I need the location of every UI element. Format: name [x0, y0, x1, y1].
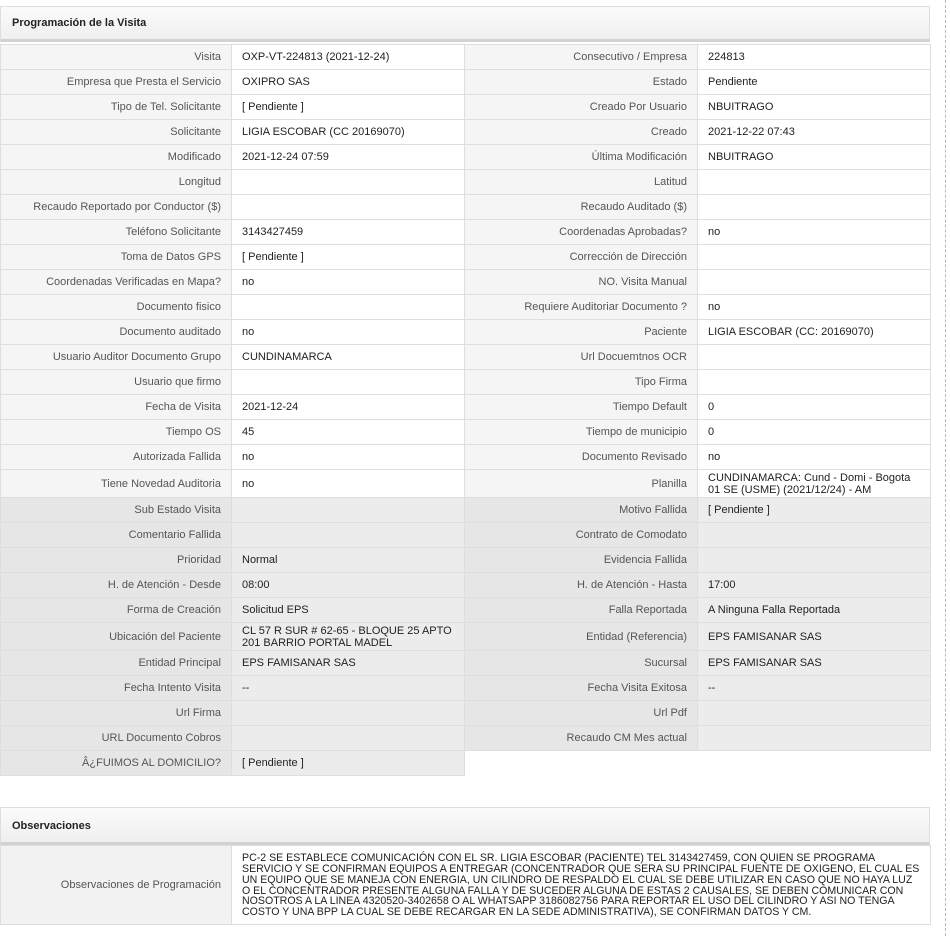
table-row [1, 470, 931, 498]
field-label: Empresa que Presta el Servicio [1, 70, 232, 95]
field-value: 2021-12-24 07:59 [232, 145, 465, 170]
table-row [1, 95, 931, 120]
field-label: Url Pdf [465, 701, 698, 726]
field-label: Sub Estado Visita [1, 498, 232, 523]
table-row [1, 598, 931, 623]
field-value: 0 [698, 395, 931, 420]
field-label: Falla Reportada [465, 598, 698, 623]
field-label: Recaudo CM Mes actual [465, 726, 698, 751]
table-row [1, 45, 931, 70]
field-value [698, 370, 931, 395]
field-value [698, 751, 931, 776]
field-label: Estado [465, 70, 698, 95]
field-value: 2021-12-24 [232, 395, 465, 420]
field-label: Evidencia Fallida [465, 548, 698, 573]
field-label: Tiempo OS [1, 420, 232, 445]
field-value: 224813 [698, 45, 931, 70]
table-row [1, 295, 931, 320]
table-row [1, 726, 931, 751]
table-row [1, 623, 931, 651]
field-label: Latitud [465, 170, 698, 195]
table-row [1, 320, 931, 345]
field-value: no [232, 320, 465, 345]
field-label: Â¿FUIMOS AL DOMICILIO? [1, 751, 232, 776]
field-value: LIGIA ESCOBAR (CC 20169070) [232, 120, 465, 145]
field-value: [ Pendiente ] [698, 498, 931, 523]
field-label: Ubicación del Paciente [1, 623, 232, 651]
field-label: Creado Por Usuario [465, 95, 698, 120]
table-row [1, 523, 931, 548]
field-label: Visita [1, 45, 232, 70]
field-value: [ Pendiente ] [232, 751, 465, 776]
section-header-observaciones: Observaciones [0, 807, 930, 845]
field-label: NO. Visita Manual [465, 270, 698, 295]
field-value: 0 [698, 420, 931, 445]
field-value [698, 170, 931, 195]
observaciones-text: PC-2 SE ESTABLECE COMUNICACIÓN CON EL SR. LIGIA ESCOBAR (PACIENTE) TEL 3143427459, CON QUIEN SE PROGRAMA SERVICIO Y SE CONFIRMAN EQUIPOS A ENTREGAR (CONCENTRADOR QUE SERA SU PRINCIPAL FUENTE DE OXIGENO, EL CUAL ES UN EQUIPO QUE SE MANEJA CON ENERGIA, UN CILINDRO DE RESPALDO EL CUAL SE DEBE UTILIZAR EN CASO QUE NO HAYA LUZ O EL CONCENTRADOR PRESENTE ALGUNA FALLA Y DE SUCEDER ALGUNA DE ESTAS 2 CAUSALES, SE DEBEN COMUNICAR CON NOSOTROS A LA LINEA 4320520-3402658 O AL WHATSAPP 3186082756 PARA REPORTAR EL USO DEL CILINDRO Y ASI NO TENGA COSTO Y UNA BPP LA CUAL SE DEBE RECARGAR EN LA SEDE ADMINISTRATIVA), SE CONFIRMAN DATOS Y CM. [232, 846, 931, 925]
table-row [1, 395, 931, 420]
field-value [698, 270, 931, 295]
page-divider-dashed [945, 0, 946, 936]
field-value: EPS FAMISANAR SAS [698, 651, 931, 676]
field-value: Pendiente [698, 70, 931, 95]
table-row [1, 170, 931, 195]
field-label: Usuario Auditor Documento Grupo [1, 345, 232, 370]
field-label: Recaudo Reportado por Conductor ($) [1, 195, 232, 220]
field-value [232, 295, 465, 320]
field-label: Prioridad [1, 548, 232, 573]
field-label: Corrección de Dirección [465, 245, 698, 270]
field-label: Consecutivo / Empresa [465, 45, 698, 70]
field-label: Teléfono Solicitante [1, 220, 232, 245]
table-row [1, 573, 931, 598]
field-value: 2021-12-22 07:43 [698, 120, 931, 145]
observaciones-table [0, 845, 931, 925]
field-label: Sucursal [465, 651, 698, 676]
table-row [1, 498, 931, 523]
field-label: Última Modificación [465, 145, 698, 170]
field-value: NBUITRAGO [698, 95, 931, 120]
field-value: 08:00 [232, 573, 465, 598]
table-row [1, 846, 931, 925]
field-label: Motivo Fallida [465, 498, 698, 523]
field-value: OXP-VT-224813 (2021-12-24) [232, 45, 465, 70]
field-label: Fecha Intento Visita [1, 676, 232, 701]
table-row [1, 370, 931, 395]
field-value: 45 [232, 420, 465, 445]
table-row [1, 195, 931, 220]
table-row [1, 676, 931, 701]
field-value: [ Pendiente ] [232, 95, 465, 120]
field-value: EPS FAMISANAR SAS [698, 623, 931, 651]
field-value: 3143427459 [232, 220, 465, 245]
field-label: Fecha Visita Exitosa [465, 676, 698, 701]
field-label: Toma de Datos GPS [1, 245, 232, 270]
field-value: no [698, 445, 931, 470]
table-row [1, 70, 931, 95]
table-row [1, 220, 931, 245]
field-label: Autorizada Fallida [1, 445, 232, 470]
field-label: Fecha de Visita [1, 395, 232, 420]
field-value: no [232, 445, 465, 470]
field-label: Tiempo de municipio [465, 420, 698, 445]
field-value: OXIPRO SAS [232, 70, 465, 95]
field-label: Coordenadas Verificadas en Mapa? [1, 270, 232, 295]
field-value [698, 245, 931, 270]
field-label: Documento Revisado [465, 445, 698, 470]
field-value: Normal [232, 548, 465, 573]
field-value: no [232, 270, 465, 295]
field-value: [ Pendiente ] [232, 245, 465, 270]
field-label: Longitud [1, 170, 232, 195]
field-value [232, 498, 465, 523]
field-label: Contrato de Comodato [465, 523, 698, 548]
field-value [232, 726, 465, 751]
table-row [1, 751, 931, 776]
table-row [1, 120, 931, 145]
field-label: Tiempo Default [465, 395, 698, 420]
field-value: no [698, 295, 931, 320]
table-row [1, 548, 931, 573]
field-label: Comentario Fallida [1, 523, 232, 548]
field-label [465, 751, 698, 776]
field-value: LIGIA ESCOBAR (CC: 20169070) [698, 320, 931, 345]
field-value: NBUITRAGO [698, 145, 931, 170]
field-label: Documento auditado [1, 320, 232, 345]
field-value [698, 548, 931, 573]
field-label: Forma de Creación [1, 598, 232, 623]
field-label: Modificado [1, 145, 232, 170]
field-value [232, 701, 465, 726]
field-value: EPS FAMISANAR SAS [232, 651, 465, 676]
field-value [232, 523, 465, 548]
field-value [698, 345, 931, 370]
field-label: URL Documento Cobros [1, 726, 232, 751]
field-label: Recaudo Auditado ($) [465, 195, 698, 220]
field-value [232, 170, 465, 195]
field-value: no [698, 220, 931, 245]
field-label: Coordenadas Aprobadas? [465, 220, 698, 245]
field-label: H. de Atención - Hasta [465, 573, 698, 598]
field-value [698, 701, 931, 726]
field-value [232, 195, 465, 220]
field-label: Requiere Auditoriar Documento ? [465, 295, 698, 320]
table-row [1, 701, 931, 726]
field-value: 17:00 [698, 573, 931, 598]
table-row [1, 651, 931, 676]
table-row [1, 270, 931, 295]
table-row [1, 145, 931, 170]
table-row [1, 445, 931, 470]
field-value [232, 370, 465, 395]
field-label: Tiene Novedad Auditoria [1, 470, 232, 498]
field-label: Documento fisico [1, 295, 232, 320]
field-label: Creado [465, 120, 698, 145]
field-value [698, 195, 931, 220]
table-row [1, 345, 931, 370]
table-row [1, 245, 931, 270]
field-value [698, 523, 931, 548]
table-row [1, 420, 931, 445]
field-label: Url Firma [1, 701, 232, 726]
field-label: H. de Atención - Desde [1, 573, 232, 598]
field-value: -- [232, 676, 465, 701]
field-value: CL 57 R SUR # 62-65 - BLOQUE 25 APTO 201 BARRIO PORTAL MADEL [232, 623, 465, 651]
field-label: Planilla [465, 470, 698, 498]
field-value: CUNDINAMARCA: Cund - Domi - Bogota 01 SE (USME) (2021/12/24) - AM [698, 470, 931, 498]
programacion-table [0, 44, 931, 776]
field-value: CUNDINAMARCA [232, 345, 465, 370]
field-label: Tipo de Tel. Solicitante [1, 95, 232, 120]
field-value: no [232, 470, 465, 498]
field-value [698, 726, 931, 751]
section-header-programacion: Programación de la Visita [0, 6, 930, 42]
field-label: Url Docuemtnos OCR [465, 345, 698, 370]
field-label: Paciente [465, 320, 698, 345]
field-label: Entidad Principal [1, 651, 232, 676]
field-label: Tipo Firma [465, 370, 698, 395]
field-label: Observaciones de Programación [1, 846, 232, 925]
field-value: Solicitud EPS [232, 598, 465, 623]
field-label: Solicitante [1, 120, 232, 145]
field-label: Usuario que firmo [1, 370, 232, 395]
field-value: A Ninguna Falla Reportada [698, 598, 931, 623]
field-value: -- [698, 676, 931, 701]
field-label: Entidad (Referencia) [465, 623, 698, 651]
